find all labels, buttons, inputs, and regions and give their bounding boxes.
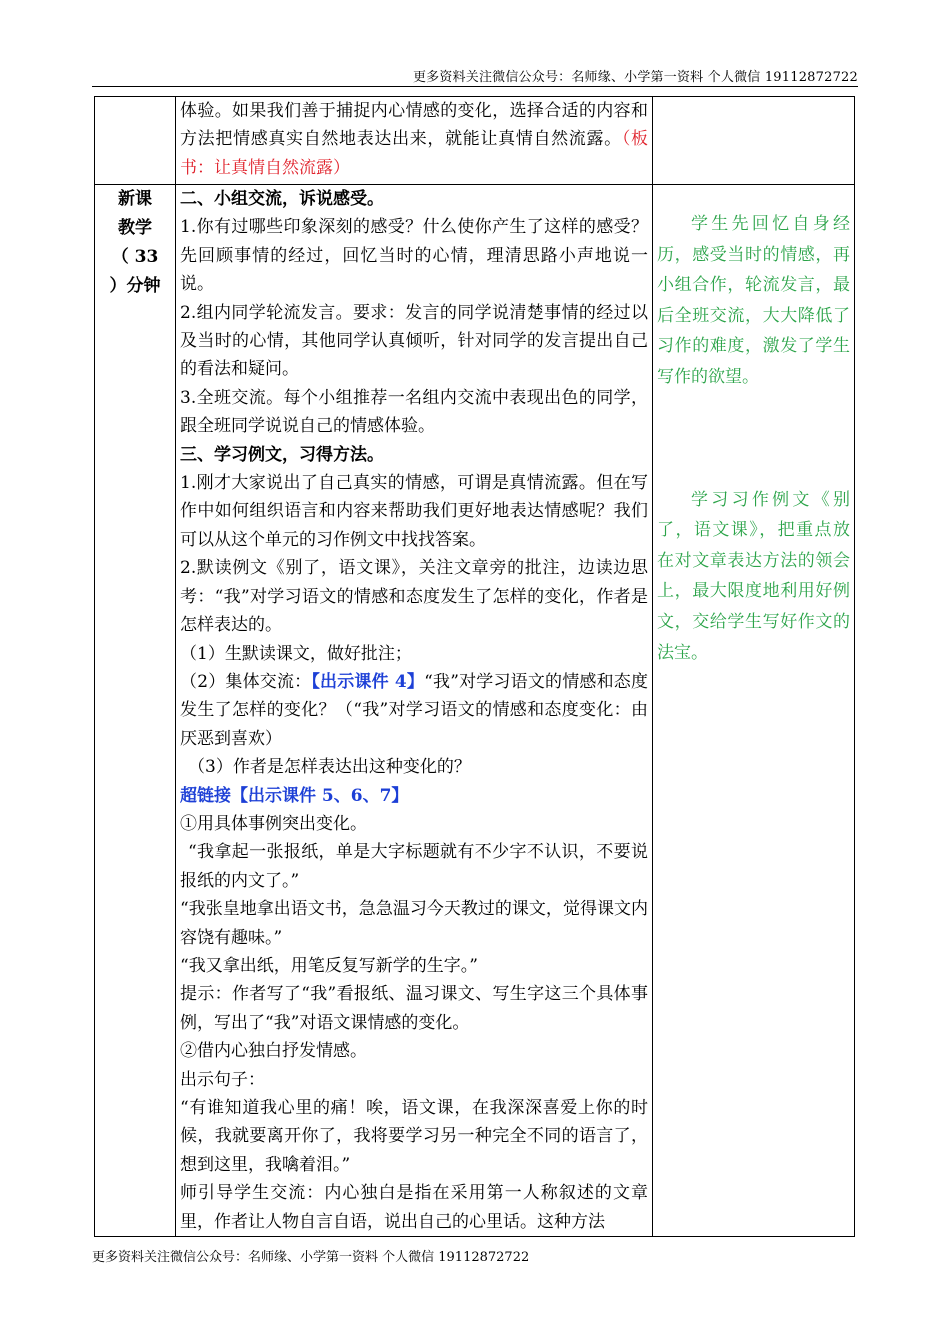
quote: “我张皇地拿出语文书，急急温习今天教过的课文，觉得课文内容饶有趣味。”: [180, 899, 648, 948]
stage-label-line: ）分钟: [109, 276, 161, 296]
paragraph: 2.组内同学轮流发言。要求：发言的同学说清楚事情的经过以及当时的心情，其他同学认真倾听，针对同学的发言提出自己的看法和疑问。: [180, 302, 648, 380]
paragraph: （3）作者是怎样表达出这种变化的？: [188, 757, 471, 778]
board-note: （板书：让真情自然流露）: [180, 129, 649, 178]
paragraph: 2.默读例文《别了，语文课》，关注文章旁的批注，边读边思考：“我”对学习语文的情感和态度发生了怎样的变化，作者是怎样表达的。: [180, 558, 648, 636]
paragraph: 师引导学生交流：内心独白是指在采用第一人称叙述的文章里，作者让人物自言自语，说出自己的心里话。这种方法: [180, 1183, 648, 1232]
paragraph: 1.刚才大家说出了自己真实的情感，可谓是真情流露。但在写作中如何组织语言和内容来帮助我们更好地表达情感呢？我们可以从这个单元的习作例文中找找答案。: [180, 473, 648, 550]
text-span: （2）集体交流：: [180, 671, 312, 692]
section-title-3: 三、学习例文，习得方法。: [180, 444, 384, 465]
stage-label-line: 教学: [118, 218, 152, 238]
courseware-link-4: 【出示课件 4】: [311, 671, 425, 692]
quote: “我拿起一张报纸，单是大字标题就有不少字不认识，不要说报纸的内文了。”: [180, 842, 648, 891]
paragraph: （1）生默读课文，做好批注；: [180, 643, 412, 664]
lesson-plan-table: [94, 96, 855, 1237]
paragraph: 3.全班交流。每个小组推荐一名组内交流中表现出色的同学，跟全班同学说说自己的情感体验。: [180, 387, 648, 437]
section-title-2: 二、小组交流，诉说感受。: [180, 189, 384, 209]
text-span: “我”对学习语文的情感和态度发生了怎样的变化？（“我”对学习语文的情感和态度变化：由厌恶到喜欢）: [180, 671, 648, 749]
quote: “有谁知道我心里的痛！唉，语文课，在我深深喜爱上你的时候，我就要离开你了，我将要学习另一种完全不同的语言了，想到这里，我噙着泪。”: [180, 1098, 648, 1175]
paragraph: 1.你有过哪些印象深刻的感受？什么使你产生了这样的感受？先回顾事情的经过，回忆当时的心情，理清思路小声地说一说。: [180, 217, 648, 295]
hyperlink-courseware-5-7: 超链接【出示课件 5、6、7】: [180, 785, 409, 806]
stage-cell-new-lesson: [95, 185, 176, 1237]
header-divider: [92, 86, 858, 87]
content-cell-new-lesson: [176, 185, 653, 1237]
stage-label-line: （ 33: [111, 247, 159, 267]
paragraph: [180, 668, 648, 753]
design-note-1: 学生先回忆自身经历，感受当时的情感，再小组合作，轮流发言，最后全班交流，大大降低了习作的难度，激发了学生写作的欲望。: [657, 214, 850, 387]
quote: “我又拿出纸，用笔反复写新学的生字。”: [180, 955, 478, 976]
paragraph: 出示句子：: [180, 1069, 265, 1090]
method-2: ②借内心独白抒发情感。: [180, 1041, 367, 1062]
intro-text: [180, 97, 648, 182]
stage-cell-empty: [95, 97, 176, 185]
note-cell-empty: [653, 97, 855, 185]
paragraph: 提示：作者写了“我”看报纸、温习课文、写生字这三个具体事例，写出了“我”对语文课情感的变化。: [180, 984, 648, 1033]
page-header: 更多资料关注微信公众号：名师缘、小学第一资料 个人微信 19112872722: [412, 70, 858, 85]
note-cell-new-lesson: [653, 185, 855, 1237]
page-footer: 更多资料关注微信公众号：名师缘、小学第一资料 个人微信 19112872722: [92, 1250, 530, 1265]
content-cell-intro: [176, 97, 653, 185]
table-row-intro: [95, 97, 855, 185]
design-note-2: 学习习作例文《别了，语文课》，把重点放在对文章表达方法的领会上，最大限度地利用好例文，交给学生写好作文的法宝。: [657, 489, 850, 663]
table-row-new-lesson: [95, 185, 855, 1237]
intro-body: 体验。如果我们善于捕捉内心情感的变化，选择合适的内容和方法把情感真实自然地表达出来，就能让真情自然流露。: [180, 101, 648, 150]
stage-label-line: 新课: [118, 189, 152, 209]
method-1: ①用具体事例突出变化。: [180, 813, 367, 834]
